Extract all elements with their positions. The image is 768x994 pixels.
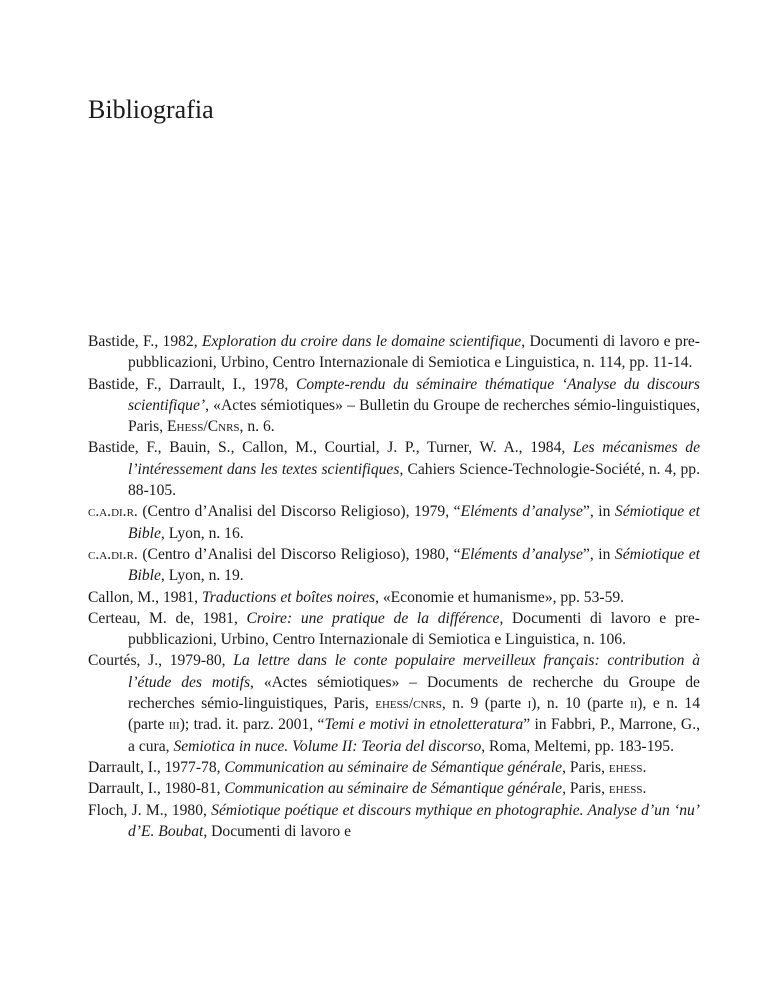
entry-text: Bastide, F., Bauin, S., Callon, M., Courtial, J. P., Turner, W. A., 1984 (88, 439, 562, 457)
entry-text: (Centro d’Analisi del Discorso Religioso), 1980, “ (137, 545, 461, 563)
entry-title: Communication au séminaire de Sémantique générale (224, 758, 563, 776)
entry-text: , Paris, (562, 758, 609, 776)
entry-text: Courtés, J., 1979-80, (88, 652, 234, 670)
entry-text: Callon, M., 1981, (88, 588, 202, 606)
entry-title: , Les mécanismes de l’intéressement dans les textes scientifiques (128, 439, 700, 478)
entry-abbreviation: ehess (608, 780, 643, 798)
entry-text: Paris, (565, 780, 609, 798)
entry-text: , n. 6. (239, 418, 275, 436)
page-title: Bibliografia (88, 95, 214, 124)
entry-text: Darrault, I., 1980-81, (88, 780, 225, 798)
entry-text: , Documenti di lavoro e pre-pubblicazioni, Urbino, Centro Internazionale di Semiotica e Linguistica, n. 106. (128, 609, 700, 649)
entry-abbreviation: i (527, 695, 532, 713)
bibliography-entry (88, 757, 700, 778)
entry-abbreviation: ehess (608, 758, 643, 776)
bibliography-entry (88, 587, 700, 608)
entry-title: Traductions et boîtes noires (201, 588, 376, 606)
entry-title: Communication au séminaire de Sémantique générale, (224, 780, 566, 798)
entry-title: Exploration du croire dans le domaine scientifique (201, 333, 522, 350)
entry-text: , «Actes sémiotiques» – Documents de recherche du Groupe de recherches sémio-linguistiques, Paris, (128, 673, 700, 713)
bibliography-entry (88, 800, 700, 843)
entry-text: , Lyon, n. 19. (160, 567, 244, 585)
entry-text: Floch, J. M., 1980, (88, 801, 212, 819)
entry-abbreviation: ii (629, 695, 638, 713)
entry-text: ); trad. it. parz. 2001, “ (179, 716, 325, 734)
entry-text: , «Actes sémiotiques» – Bulletin du Groupe de recherches sémio-linguistiques, Paris, (128, 396, 700, 436)
bibliography-entry (88, 374, 700, 438)
entry-text: . (642, 780, 647, 798)
entry-title: Croire: une pratique de la différence (246, 609, 500, 627)
entry-title: La lettre dans le conte populaire merveilleux français: contribution à l’étude des motifs (128, 652, 700, 691)
entry-text: ” in Fabbri, P., Marrone, G., a cura, (128, 716, 700, 755)
entry-abbreviation: ehess/cnrs (375, 695, 442, 713)
entry-text: (Centro d’Analisi del Discorso Religioso), 1979, “ (137, 503, 461, 521)
entry-text: , n. 9 (parte (441, 695, 528, 713)
entry-title: Compte-rendu du séminaire thématique ‘Analyse du discours scientifique’ (128, 375, 701, 414)
entry-text: Bastide, F., Darrault, I., 1978, (88, 375, 296, 393)
entry-text: . (642, 758, 647, 776)
entry-text: , Roma, Meltemi, pp. 183-195. (481, 737, 674, 755)
entry-text: ), e n. 14 (parte (128, 695, 701, 734)
entry-title: Sémiotique et Bible (128, 545, 700, 585)
bibliography-entry (88, 331, 700, 374)
entry-abbreviation: iii (168, 716, 180, 734)
bibliography-entry (88, 437, 700, 501)
entry-text: Darrault, I., 1977-78, (88, 758, 225, 776)
entry-title: Temi e motivi in etnoletteratura (324, 716, 524, 734)
entry-text: , «Economie et humanisme», pp. 53-59. (375, 588, 625, 606)
entry-text: Certeau, M. de, 1981, (88, 609, 247, 627)
entry-abbreviation: Ehess/Cnrs (166, 418, 240, 436)
entry-text: , Documenti di lavoro e pre-pubblicazioni, Urbino, Centro Internazionale di Semiotica e Linguistica, n. 114, pp. 11-14. (128, 333, 700, 372)
entry-text: , Lyon, n. 16. (160, 524, 244, 542)
bibliography-list (88, 331, 700, 842)
entry-title: Semiotica in nuce. Volume II: Teoria del discorso (173, 737, 482, 755)
bibliography-entry (88, 544, 700, 587)
entry-abbreviation: c.a.di.r. (88, 545, 138, 563)
bibliography-entry (88, 608, 700, 651)
entry-text: ”, in (582, 545, 615, 563)
entry-title: Sémiotique poétique et discours mythique en photographie. Analyse d’un ‘nu’ d’E. Boubat (128, 801, 700, 840)
entry-title: Eléments d’analyse (460, 545, 583, 563)
entry-abbreviation: c.a.di.r. (88, 503, 138, 521)
bibliography-entry (88, 778, 700, 799)
bibliography-entry (88, 501, 700, 544)
entry-text: ), n. 10 (parte (531, 695, 630, 713)
entry-title: Eléments d’analyse (460, 503, 583, 521)
entry-title: Sémiotique et Bible (128, 503, 700, 542)
entry-text: Bastide, F., 1982, (88, 333, 202, 350)
entry-text: , Documenti di lavoro e (203, 822, 352, 840)
bibliography-entry (88, 650, 700, 756)
entry-text: , Cahiers Science-Technologie-Société, n. 4, pp. 88-105. (128, 460, 701, 500)
entry-text: ”, in (582, 503, 615, 521)
